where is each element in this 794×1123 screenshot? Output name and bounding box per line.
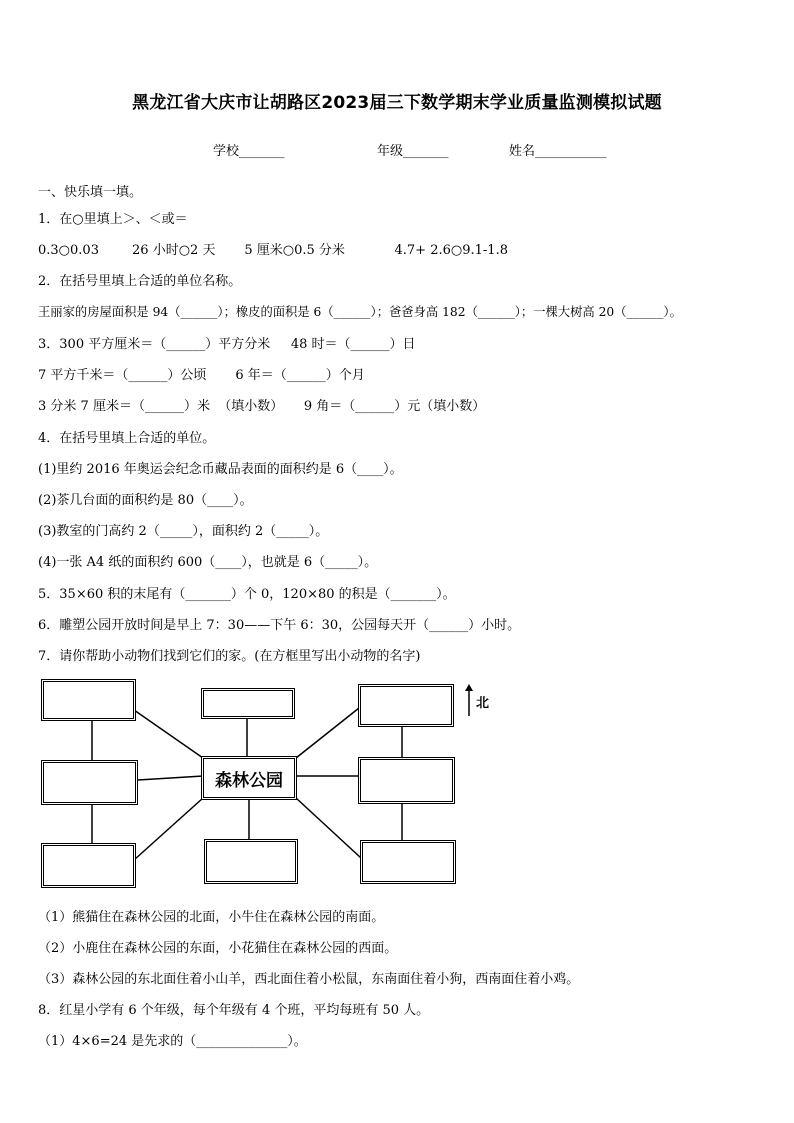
answer-box-southwest[interactable]	[41, 843, 136, 888]
answer-box-south[interactable]	[204, 839, 298, 884]
answer-box-northwest[interactable]	[41, 679, 136, 721]
north-label: 北	[476, 696, 490, 711]
question-4-item-2: (2)茶几台面的面积约是 80（____）。	[38, 493, 253, 508]
question-4-item-4: (4)一张 A4 纸的面积约 600（____），也就是 6（_____）。	[38, 555, 378, 570]
question-8: 8．红星小学有 6 个年级，每个年级有 4 个班，平均每班有 50 人。	[38, 1003, 430, 1018]
section-heading: 一、快乐填一填。	[38, 185, 143, 200]
school-field[interactable]: 学校_______	[213, 144, 285, 159]
connector-line	[134, 710, 203, 758]
connector-line	[296, 798, 361, 858]
answer-box-southeast[interactable]	[360, 840, 456, 884]
connector-line	[296, 708, 359, 758]
question-7: 7．请你帮助小动物们找到它们的家。(在方框里写出小动物的名字)	[38, 649, 421, 664]
forest-park-diagram	[38, 676, 498, 894]
question-4-item-1: (1)里约 2016 年奥运会纪念币藏品表面的面积约是 6（____）。	[38, 462, 403, 477]
question-8-part-1: （1）4×6=24 是先求的（______________）。	[38, 1034, 307, 1049]
question-1-items: 0.3○0.03 26 小时○2 天 5 厘米○0.5 分米 4.7+ 2.6○9.1-1.8	[38, 243, 508, 258]
forest-park-label: 森林公园	[201, 756, 297, 800]
answer-box-west[interactable]	[41, 760, 138, 805]
page-title: 黑龙江省大庆市让胡路区2023届三下数学期末学业质量监测模拟试题	[132, 93, 662, 113]
grade-field[interactable]: 年级_______	[377, 144, 449, 159]
answer-box-east[interactable]	[358, 757, 455, 804]
question-7-clue-1: （1）熊猫住在森林公园的北面，小牛住在森林公园的南面。	[38, 910, 385, 925]
connector-line	[134, 798, 203, 860]
question-7-clue-3: （3）森林公园的东北面住着小山羊，西北面住着小松鼠，东南面住着小狗，西南面住着小鸡。	[38, 972, 580, 987]
question-6: 6．雕塑公园开放时间是早上 7：30——下午 6：30，公园每天开（______）小时。	[38, 618, 521, 633]
question-5: 5．35×60 积的末尾有（_______）个 0，120×80 的积是（_______）。	[38, 587, 456, 602]
question-2-items: 王丽家的房屋面积是 94（______）；橡皮的面积是 6（______）；爸爸身高 182（______）；一棵大树高 20（______）。	[38, 305, 682, 319]
question-7-clue-2: （2）小鹿住在森林公园的东面，小花猫住在森林公园的西面。	[38, 941, 398, 956]
question-2: 2．在括号里填上合适的单位名称。	[38, 274, 242, 289]
north-arrow-icon	[464, 684, 474, 718]
question-1: 1．在○里填上＞、＜或＝	[38, 212, 188, 227]
question-4: 4．在括号里填上合适的单位。	[38, 431, 216, 446]
answer-box-north[interactable]	[201, 688, 295, 719]
answer-box-northeast[interactable]	[358, 684, 454, 727]
question-3-line-3: 3 分米 7 厘米＝（______）米 （填小数） 9 角＝（______）元（填小数）	[38, 399, 486, 414]
question-3-line-2: 7 平方千米＝（______）公顷 6 年＝（______）个月	[38, 368, 365, 383]
question-4-item-3: (3)教室的门高约 2（_____），面积约 2（_____）。	[38, 524, 329, 539]
question-3-line-1: 3．300 平方厘米＝（______）平方分米 48 时＝（______）日	[38, 337, 416, 352]
name-field[interactable]: 姓名___________	[509, 144, 607, 159]
connector-line	[138, 776, 203, 780]
